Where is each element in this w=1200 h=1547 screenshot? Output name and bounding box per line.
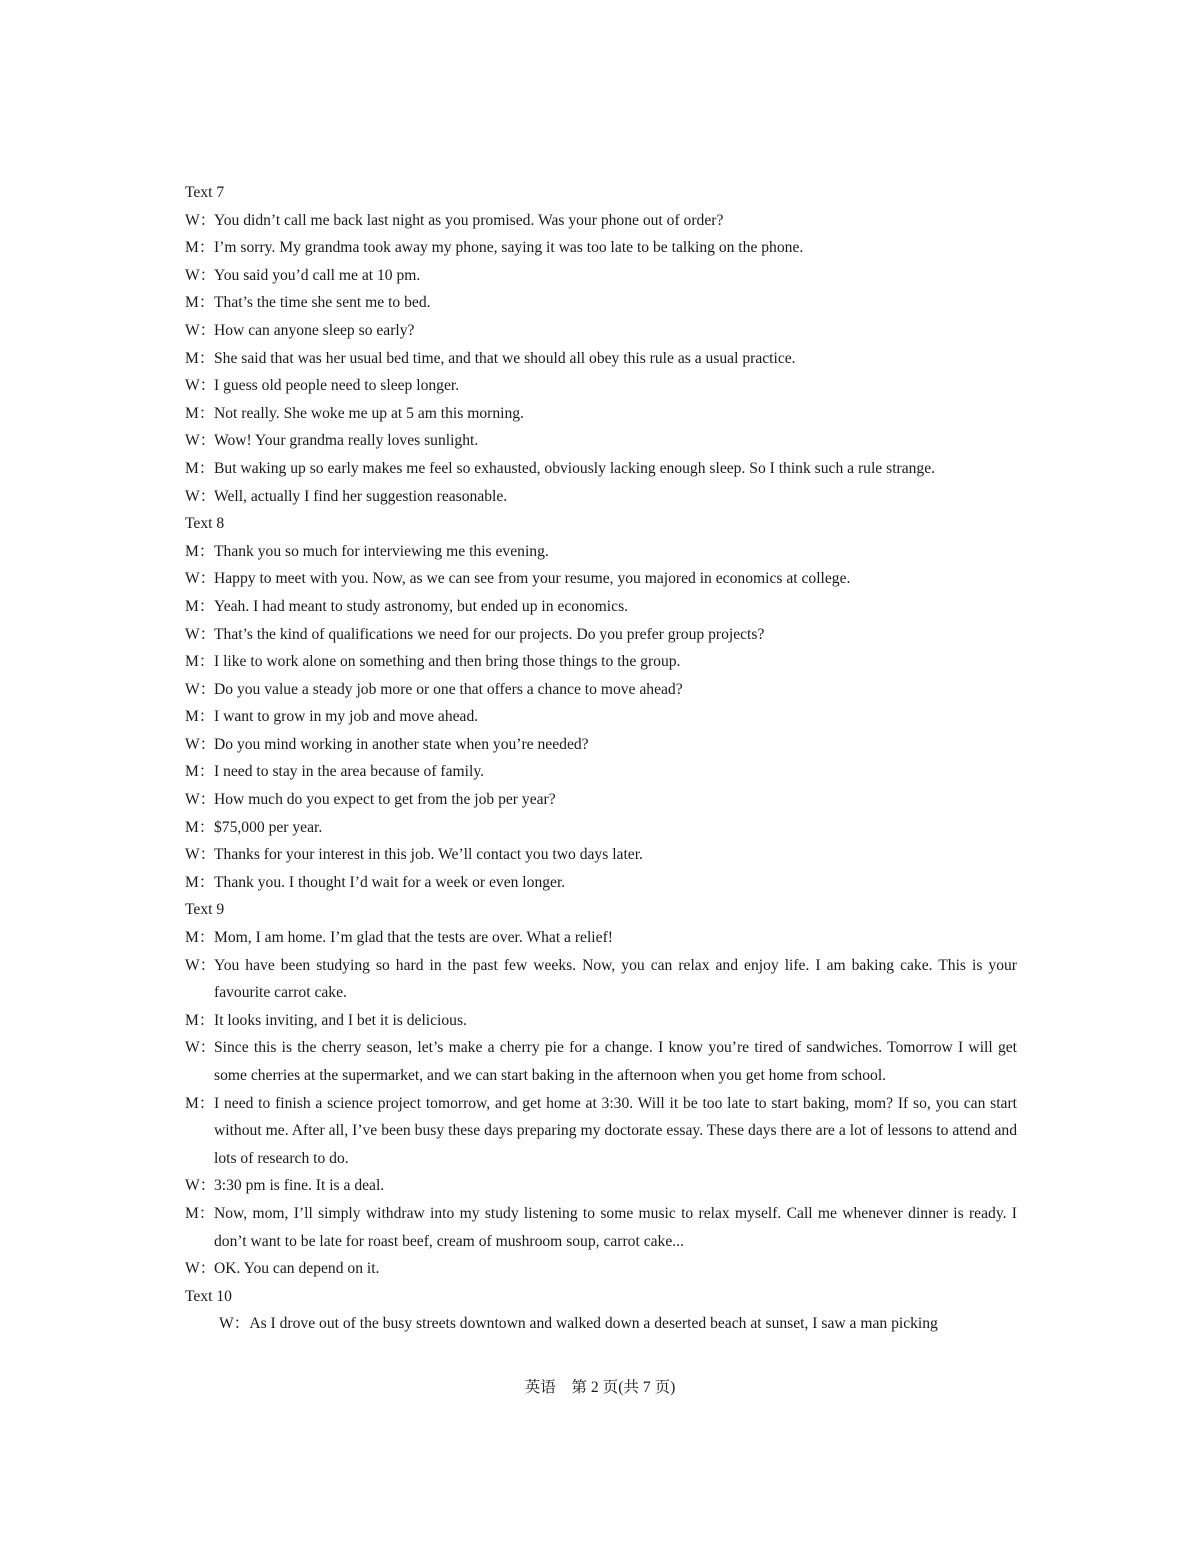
- dialogue-text: That’s the time she sent me to bed.: [214, 294, 431, 312]
- speaker-label: M：: [185, 929, 215, 947]
- speaker-label: W：: [185, 487, 216, 505]
- section-heading: Text 10: [185, 1287, 232, 1305]
- dialogue-text: Happy to meet with you. Now, as we can see from your resume, you majored in economics at college.: [214, 570, 851, 588]
- speaker-label: W：: [185, 956, 216, 974]
- speaker-label: W：: [185, 1039, 216, 1057]
- dialogue-line: [185, 1007, 1017, 1035]
- speaker-label: M：: [185, 818, 215, 836]
- dialogue-text: Mom, I am home. I’m glad that the tests are over. What a relief!: [214, 929, 613, 947]
- dialogue-line: [185, 786, 1017, 814]
- dialogue-text: I need to finish a science project tomorrow, and get home at 3:30. Will it be too late to start baking, mom? If so, you can start without me. After all, I’ve been busy these days preparing my doctorate essay. These days there are a lot of lessons to attend and lots of research to do.: [214, 1094, 1017, 1167]
- speaker-label: M：: [185, 763, 215, 781]
- dialogue-text: I like to work alone on something and then bring those things to the group.: [214, 653, 681, 671]
- dialogue-line: [185, 400, 1017, 428]
- dialogue-text: You have been studying so hard in the past few weeks. Now, you can relax and enjoy life. I am baking cake. This is your favourite carrot cake.: [214, 956, 1017, 1002]
- speaker-label: M：: [185, 404, 215, 422]
- page-footer: 英语 第 2 页(共 7 页): [524, 1379, 676, 1396]
- dialogue-line: [185, 648, 1017, 676]
- dialogue-text: How can anyone sleep so early?: [214, 321, 415, 339]
- dialogue-line: [185, 483, 1017, 511]
- speaker-label: W：: [185, 211, 216, 229]
- dialogue-text: I want to grow in my job and move ahead.: [214, 708, 479, 726]
- dialogue-text: I’m sorry. My grandma took away my phone, saying it was too late to be talking on the phone.: [214, 239, 804, 257]
- dialogue-text: That’s the kind of qualifications we need for our projects. Do you prefer group projects?: [214, 625, 765, 643]
- speaker-label: W：: [185, 266, 216, 284]
- dialogue-line: [185, 621, 1017, 649]
- speaker-label: W：: [185, 1260, 216, 1278]
- dialogue-text: 3:30 pm is fine. It is a deal.: [214, 1177, 385, 1195]
- speaker-label: M：: [185, 239, 215, 257]
- dialogue-line: [185, 758, 1017, 786]
- dialogue-text: Do you mind working in another state when you’re needed?: [214, 735, 589, 753]
- section-heading: Text 8: [185, 515, 225, 533]
- section-heading: Text 7: [185, 184, 225, 201]
- dialogue-line: [185, 427, 1017, 455]
- dialogue-text: How much do you expect to get from the job per year?: [214, 791, 556, 809]
- dialogue-line: [185, 814, 1017, 842]
- dialogue-text: I need to stay in the area because of family.: [214, 763, 485, 781]
- dialogue-text: You didn’t call me back last night as you promised. Was your phone out of order?: [214, 211, 724, 229]
- dialogue-text: Thank you. I thought I’d wait for a week or even longer.: [214, 873, 566, 891]
- section-heading: Text 9: [185, 901, 225, 919]
- dialogue-line: [185, 262, 1017, 290]
- dialogue-line: [185, 841, 1017, 869]
- dialogue-line: [185, 952, 1017, 1007]
- dialogue-line: [185, 538, 1017, 566]
- speaker-label: W：: [185, 432, 216, 450]
- dialogue-text: Thanks for your interest in this job. We’ll contact you two days later.: [214, 846, 643, 864]
- dialogue-line: [185, 703, 1017, 731]
- dialogue-line: [185, 593, 1017, 621]
- dialogue-text: You said you’d call me at 10 pm.: [214, 266, 421, 284]
- dialogue-text: OK. You can depend on it.: [214, 1260, 380, 1278]
- speaker-label: M：: [185, 708, 215, 726]
- dialogue-text: It looks inviting, and I bet it is delicious.: [214, 1011, 467, 1029]
- dialogue-text: But waking up so early makes me feel so exhausted, obviously lacking enough sleep. So I think such a rule strange.: [214, 459, 936, 477]
- speaker-label: W：: [185, 735, 216, 753]
- speaker-label: W：: [185, 846, 216, 864]
- document-body: [185, 179, 1017, 1338]
- speaker-label: M：: [185, 294, 215, 312]
- dialogue-text: Now, mom, I’ll simply withdraw into my study listening to some music to relax myself. Call me whenever dinner is ready. I don’t want to be late for roast beef, cream of mushroom soup, carrot cake...: [214, 1204, 1017, 1250]
- speaker-label: W：: [185, 1177, 216, 1195]
- dialogue-line: [185, 869, 1017, 897]
- dialogue-line: [185, 1034, 1017, 1089]
- dialogue-line: [185, 1255, 1017, 1283]
- dialogue-line: [185, 234, 1017, 262]
- speaker-label: M：: [185, 1011, 215, 1029]
- speaker-label: W：: [185, 791, 216, 809]
- speaker-label: W：: [185, 625, 216, 643]
- speaker-label: M：: [185, 873, 215, 891]
- speaker-label: M：: [185, 1204, 215, 1222]
- dialogue-line: [185, 455, 1017, 483]
- speaker-label: W：: [185, 570, 216, 588]
- dialogue-line: [185, 1090, 1017, 1173]
- dialogue-text: I guess old people need to sleep longer.: [214, 377, 460, 395]
- dialogue-text: Do you value a steady job more or one that offers a chance to move ahead?: [214, 680, 683, 698]
- speaker-label: M：: [185, 1094, 215, 1112]
- dialogue-line: [185, 565, 1017, 593]
- speaker-label: M：: [185, 597, 215, 615]
- dialogue-line: [185, 289, 1017, 317]
- dialogue-line: [185, 207, 1017, 235]
- speaker-label: M：: [185, 653, 215, 671]
- dialogue-line: [185, 345, 1017, 373]
- dialogue-text: Wow! Your grandma really loves sunlight.: [214, 432, 479, 450]
- dialogue-text: Thank you so much for interviewing me this evening.: [214, 542, 549, 560]
- dialogue-text: Not really. She woke me up at 5 am this morning.: [214, 404, 524, 422]
- dialogue-text: Well, actually I find her suggestion reasonable.: [214, 487, 508, 505]
- dialogue-line: [185, 731, 1017, 759]
- speaker-label: W：: [185, 680, 216, 698]
- dialogue-line: [185, 1200, 1017, 1255]
- dialogue-line: [185, 317, 1017, 345]
- speaker-label: M：: [185, 349, 215, 367]
- dialogue-text: $75,000 per year.: [214, 818, 323, 836]
- dialogue-line: [185, 676, 1017, 704]
- dialogue-line: [185, 1172, 1017, 1200]
- dialogue-text: She said that was her usual bed time, and that we should all obey this rule as a usual practice.: [214, 349, 796, 367]
- speaker-label: M：: [185, 542, 215, 560]
- speaker-label: W：: [219, 1315, 250, 1333]
- dialogue-line: [185, 372, 1017, 400]
- dialogue-text: As I drove out of the busy streets downtown and walked down a deserted beach at sunset, I saw a man picking: [249, 1315, 938, 1333]
- dialogue-line: [185, 1310, 1017, 1338]
- dialogue-text: Since this is the cherry season, let’s make a cherry pie for a change. I know you’re tired of sandwiches. Tomorrow I will get some cherries at the supermarket, and we can start baking in the afternoon when you get home from school.: [214, 1039, 1017, 1084]
- dialogue-line: [185, 924, 1017, 952]
- speaker-label: W：: [185, 377, 216, 395]
- dialogue-text: Yeah. I had meant to study astronomy, but ended up in economics.: [214, 597, 629, 615]
- speaker-label: W：: [185, 321, 216, 339]
- speaker-label: M：: [185, 459, 215, 477]
